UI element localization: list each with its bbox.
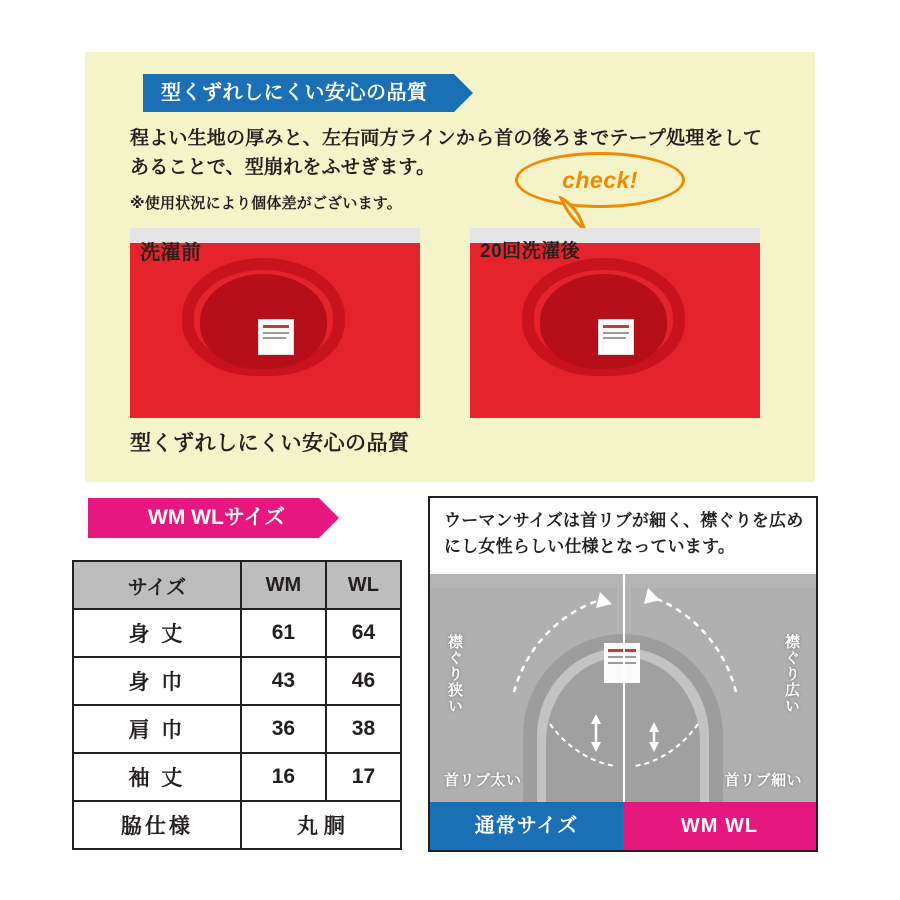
row-value-wm: 61 <box>241 609 326 657</box>
table-header-size: サイズ <box>73 561 241 609</box>
row-value-wl: 17 <box>326 753 401 801</box>
footer-value: 丸 胴 <box>241 801 401 849</box>
tag-line <box>603 337 627 339</box>
footer-label: 脇仕様 <box>73 801 241 849</box>
row-label: 身 巾 <box>73 657 241 705</box>
arrow-left-neckline-icon <box>514 600 600 692</box>
tab-normal-size: 通常サイズ <box>430 802 623 850</box>
table-row <box>73 705 401 753</box>
label-neckline-narrow: 襟ぐり狭い <box>446 634 463 714</box>
quality-ribbon-title: 型くずれしにくい安心の品質 <box>143 74 454 112</box>
tab-wm-wl: WM WL <box>623 802 816 850</box>
row-value-wm: 36 <box>241 705 326 753</box>
table-footer-row <box>73 801 401 849</box>
brand-tag <box>258 319 294 355</box>
photo-after-wash <box>470 228 760 418</box>
table-header-wl: WL <box>326 561 401 609</box>
tag-line <box>603 332 629 334</box>
row-value-wm: 16 <box>241 753 326 801</box>
table-row <box>73 657 401 705</box>
check-callout <box>515 152 685 208</box>
table-row <box>73 609 401 657</box>
photo-after-wash-caption: 20回洗濯後 <box>480 241 581 262</box>
neck-comparison-headline: ウーマンサイズは首リブが細く、襟ぐりを広めにし女性らしい仕様となっています。 <box>444 511 804 556</box>
guide-left-icon <box>550 724 616 766</box>
tag-line <box>603 325 629 328</box>
row-label: 身 丈 <box>73 609 241 657</box>
row-value-wm: 43 <box>241 657 326 705</box>
quality-bottom-caption: 型くずれしにくい安心の品質 <box>130 432 410 455</box>
row-label: 肩 巾 <box>73 705 241 753</box>
check-callout-label: check! <box>562 166 638 193</box>
brand-tag <box>598 319 634 355</box>
tag-line <box>263 325 289 328</box>
label-rib-thick: 首リブ太い <box>444 772 522 789</box>
row-value-wl: 46 <box>326 657 401 705</box>
tag-line <box>263 337 287 339</box>
quality-note-text: ※使用状況により個体差がございます。 <box>130 195 402 212</box>
arrow-right-head-icon <box>644 588 660 604</box>
center-divider <box>623 574 625 804</box>
row-label: 袖 丈 <box>73 753 241 801</box>
row-value-wl: 64 <box>326 609 401 657</box>
label-rib-thin: 首リブ細い <box>724 772 802 789</box>
label-neckline-wide: 襟ぐり広い <box>783 634 800 714</box>
size-banner-title: WM WLサイズ <box>88 498 319 538</box>
tag-line <box>263 332 289 334</box>
arrow-left-head-icon <box>596 592 612 608</box>
arrow-right-neckline-icon <box>648 596 736 692</box>
photo-before-wash-caption: 洗濯前 <box>140 242 202 264</box>
quality-panel <box>85 52 815 482</box>
row-value-wl: 38 <box>326 705 401 753</box>
table-header-row <box>73 561 401 609</box>
neck-comparison-panel <box>428 496 818 852</box>
quality-lead-text: 程よい生地の厚みと、左右両方ラインから首の後ろまでテープ処理をしてあることで、型崩れをふせぎます。 <box>130 128 763 179</box>
table-header-wm: WM <box>241 561 326 609</box>
photo-before-wash <box>130 228 420 418</box>
table-row <box>73 753 401 801</box>
size-table <box>72 560 402 850</box>
guide-right-icon <box>634 724 698 766</box>
